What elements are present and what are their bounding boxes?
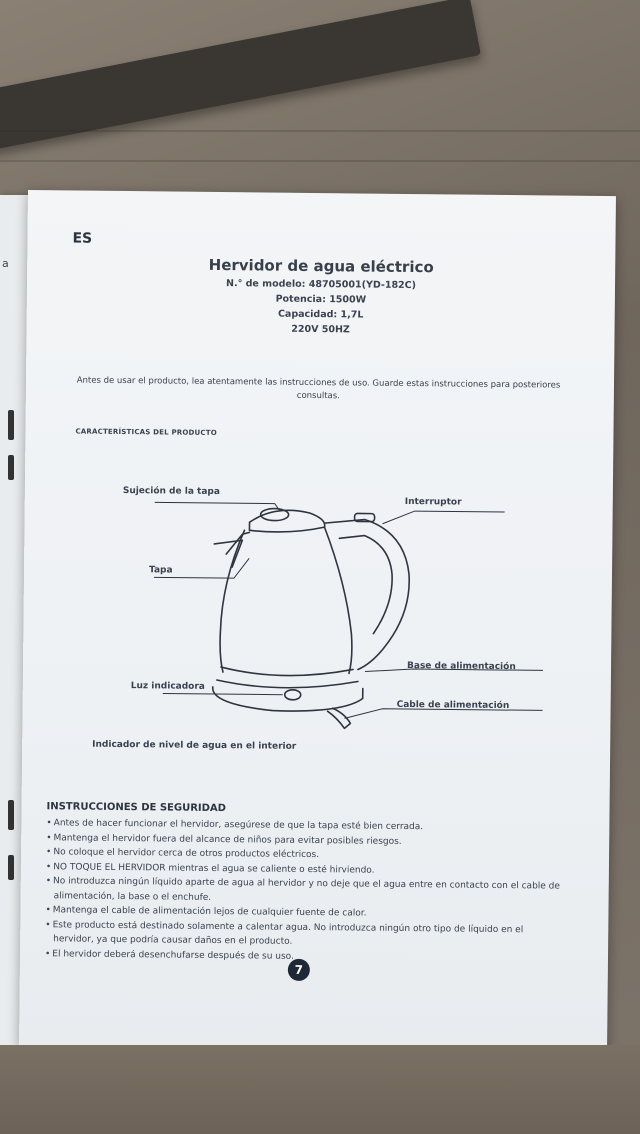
indicator-light-icon: [285, 690, 301, 700]
binding-tab: [8, 410, 14, 440]
label-lid: Tapa: [148, 565, 173, 576]
safety-item: • NO TOQUE EL HERVIDOR mientras el agua se caliente o esté hirviendo.: [46, 860, 566, 880]
binding-tab: [8, 455, 14, 480]
safety-item: • No coloque el hervidor cerca de otros productos eléctricos.: [46, 845, 566, 865]
language-code: ES: [72, 230, 93, 247]
table-surface: [0, 1045, 640, 1134]
label-power-cable: Cable de alimentación: [396, 699, 510, 712]
label-water-level: Indicador de nivel de agua en el interior: [92, 739, 297, 752]
label-indicator-light: Luz indicadora: [130, 681, 205, 692]
kettle-handle: [323, 519, 410, 670]
safety-item: • Mantenga el hervidor fuera del alcance de niños para evitar posibles riesgos.: [46, 831, 566, 851]
binding-tab: [8, 855, 14, 880]
spec-power: Potencia: 1500W: [275, 293, 367, 306]
safety-item: • Antes de hacer funcionar el hervidor, asegúrese de que la tapa esté bien cerrada.: [46, 816, 566, 836]
spec-model: N.° de modelo: 48705001(YD-182C): [225, 278, 417, 292]
safety-item: • El hervidor deberá desenchufarse después de su uso.: [45, 947, 565, 967]
manual-page: [19, 190, 616, 1051]
kettle-diagram: [112, 481, 555, 766]
spec-capacity: Capacidad: 1,7L: [277, 308, 364, 321]
label-lid-clip: Sujeción de la tapa: [122, 486, 220, 498]
power-cable: [327, 708, 350, 728]
spec-voltage: 220V 50HZ: [291, 323, 350, 336]
intro-text: Antes de usar el producto, lea atentamente las instrucciones de uso. Guarde estas instrucciones para posteriores consultas.: [76, 375, 561, 402]
safety-item: • No introduzca ningún líquido aparte de agua al hervidor y no deje que el agua entre en contacto con el cable de alimentación, la base o el enchufe.: [46, 874, 566, 908]
label-power-base: Base de alimentación: [406, 660, 516, 673]
label-switch: Interruptor: [404, 496, 462, 508]
safety-item: • Este producto está destinado solamente a calentar agua. No introduzca ningún otro tipo de líquido en el hervidor, ya que podría causar daños en el producto.: [45, 918, 565, 952]
wood-grain: [0, 130, 640, 132]
wood-grain: [0, 160, 640, 162]
kettle-body-right: [323, 527, 353, 673]
features-heading: CARACTERÍSTICAS DEL PRODUCTO: [75, 427, 217, 437]
safety-item: • Mantenga el cable de alimentación lejos de cualquier fuente de calor.: [45, 903, 565, 923]
left-page-fragment: a: [2, 257, 9, 270]
page-number: 7: [288, 959, 310, 981]
product-title: Hervidor de agua eléctrico: [208, 255, 434, 277]
kettle-body-left: [220, 530, 245, 672]
safety-heading: INSTRUCCIONES DE SEGURIDAD: [46, 801, 227, 815]
binding-tab: [8, 800, 14, 830]
safety-list: [45, 816, 566, 966]
